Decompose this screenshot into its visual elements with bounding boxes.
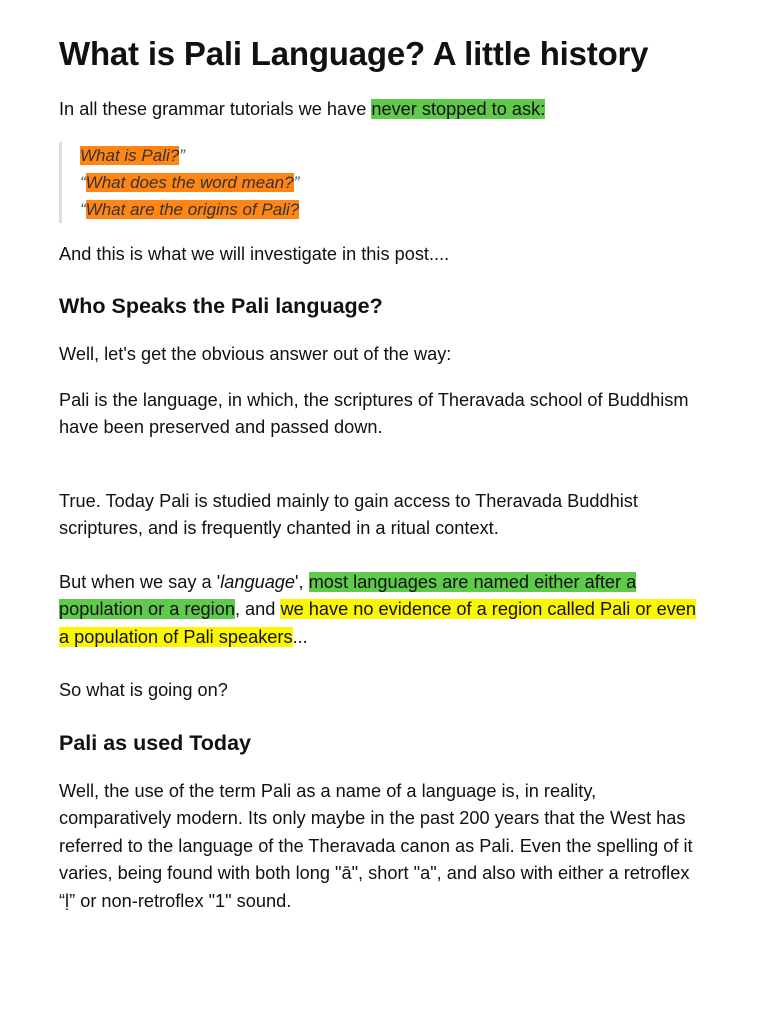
quote-line xyxy=(80,196,709,223)
text: But when we say a ' xyxy=(59,571,221,592)
intro-text: In all these grammar tutorials we have xyxy=(59,99,372,119)
green-highlight: most languages are named either after a population or a region xyxy=(59,571,637,619)
intro-paragraph xyxy=(59,96,709,124)
quote-text: What is Pali? xyxy=(80,145,180,165)
paragraph: So what is going on? xyxy=(59,680,228,700)
paragraph: Well, let's get the obvious answer out of the way: xyxy=(59,344,452,364)
italic-word: language xyxy=(220,571,296,592)
quote-close: ” xyxy=(293,172,300,192)
text: , and xyxy=(234,599,281,619)
page-title: What is Pali Language? A little history xyxy=(59,35,649,72)
paragraph: Well, the use of the term Pali as a name of a language is, in reality, comparatively modern. Its only maybe in the past 200 years that the West has referred to the language of the Theravada canon as Pali. Even the spelling of it varies, being found with both long "ā", short "a", and also with either a retroflex “ḷ” or non-retroflex "1" sound. xyxy=(59,780,693,911)
section-heading-who-speaks: Who Speaks the Pali language? xyxy=(59,294,383,318)
quote-open: “ xyxy=(80,199,86,219)
yellow-highlight: we have no evidence of a region called Pali or even a population of Pali speakers xyxy=(59,599,697,647)
quote-open: “ xyxy=(80,172,86,192)
quote-close: ” xyxy=(179,145,185,165)
quote-line xyxy=(80,169,709,196)
paragraph: True. Today Pali is studied mainly to gain access to Theravada Buddhist scriptures, and is frequently chanted in a ritual context. xyxy=(59,490,638,538)
text: ', xyxy=(295,571,309,592)
language-paragraph xyxy=(59,569,709,652)
section-heading-pali-today: Pali as used Today xyxy=(59,730,251,755)
question-quote xyxy=(59,142,709,223)
after-quotes-paragraph: And this is what we will investigate in this post.... xyxy=(59,243,450,264)
paragraph: Pali is the language, in which, the scriptures of Theravada school of Buddhism have been preserved and passed down. xyxy=(59,389,689,437)
quote-text: What does the word mean? xyxy=(85,172,294,192)
quote-text: What are the origins of Pali? xyxy=(85,199,300,219)
text: ... xyxy=(292,626,308,647)
intro-highlight: never stopped to ask: xyxy=(371,99,546,119)
quote-line xyxy=(80,142,709,169)
